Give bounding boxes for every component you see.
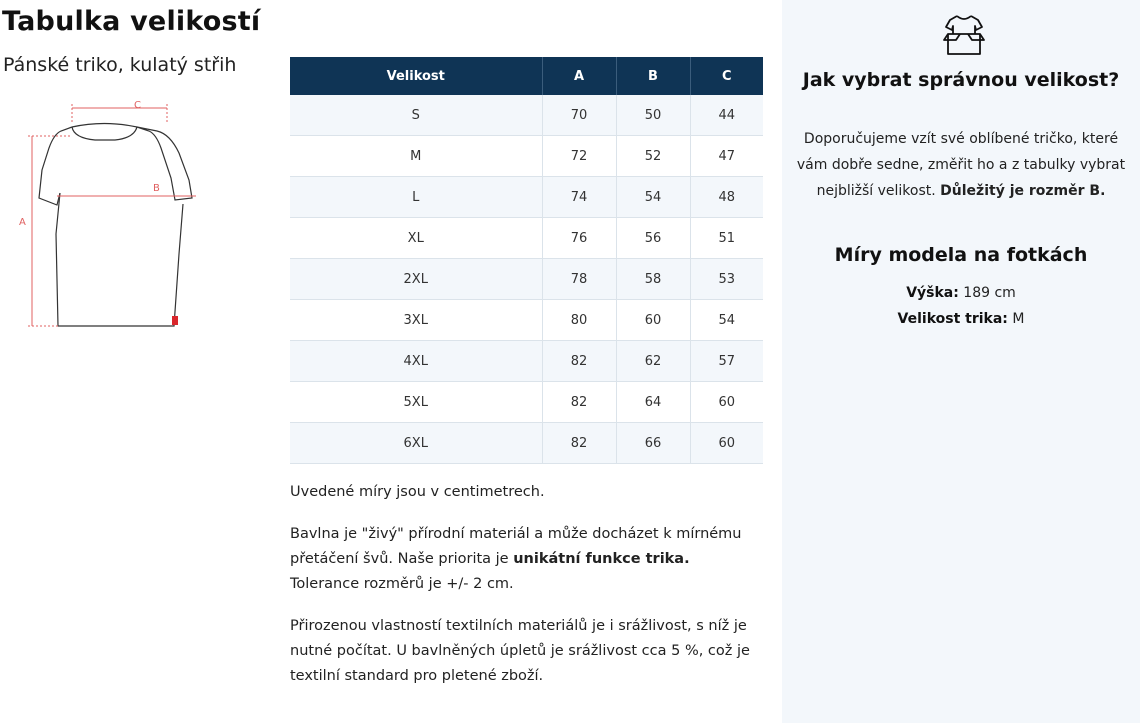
tolerance-note: Tolerance rozměrů je +/- 2 cm. (290, 576, 514, 592)
table-row (290, 177, 763, 218)
size-notes (290, 480, 770, 706)
page-subtitle: Pánské triko, kulatý střih (3, 54, 237, 76)
cell-a: 82 (542, 382, 616, 423)
cell-a: 76 (542, 218, 616, 259)
cotton-note-text: Bavlna je "živý" přírodní materiál a může docházet k mírnému přetáčení švů. Naše priorita je (290, 526, 742, 567)
model-height (782, 285, 1140, 301)
column-header-c: C (690, 57, 763, 95)
column-header-b: B (616, 57, 690, 95)
sidebar-description (796, 126, 1126, 204)
units-note: Uvedené míry jsou v centimetrech. (290, 484, 545, 500)
cell-c: 54 (690, 300, 763, 341)
cotton-note (290, 522, 770, 597)
table-row (290, 259, 763, 300)
size-table (290, 57, 763, 464)
dimension-a-label: A (19, 217, 26, 228)
model-heading: Míry modela na fotkách (834, 244, 1088, 266)
cell-size: 2XL (290, 259, 542, 300)
cell-size: 6XL (290, 423, 542, 464)
table-row (290, 341, 763, 382)
tshirt-outline-icon (39, 124, 192, 327)
cell-b: 54 (616, 177, 690, 218)
cell-a: 80 (542, 300, 616, 341)
dimension-b-label: B (153, 183, 160, 194)
cell-size: S (290, 95, 542, 136)
cell-size: L (290, 177, 542, 218)
dimension-c-label: C (134, 100, 141, 111)
page-title: Tabulka velikostí (2, 6, 261, 37)
cell-a: 74 (542, 177, 616, 218)
table-row (290, 136, 763, 177)
cell-size: 5XL (290, 382, 542, 423)
cell-c: 53 (690, 259, 763, 300)
column-header-size: Velikost (290, 57, 542, 95)
table-row (290, 382, 763, 423)
cell-c: 60 (690, 423, 763, 464)
cell-b: 64 (616, 382, 690, 423)
sidebar-description-text: Doporučujeme vzít své oblíbené tričko, které vám dobře sedne, změřit ho a z tabulky vybrat nejbližší velikost. (796, 131, 1126, 199)
cell-b: 58 (616, 259, 690, 300)
column-header-a: A (542, 57, 616, 95)
cell-c: 60 (690, 382, 763, 423)
model-height-value: 189 cm (963, 285, 1016, 301)
cell-c: 44 (690, 95, 763, 136)
model-shirt-size (782, 311, 1140, 327)
cell-b: 62 (616, 341, 690, 382)
table-header-row (290, 57, 763, 95)
table-row (290, 423, 763, 464)
cell-a: 82 (542, 423, 616, 464)
tshirt-measurement-diagram (14, 94, 214, 334)
cell-b: 56 (616, 218, 690, 259)
cell-size: 3XL (290, 300, 542, 341)
cell-a: 78 (542, 259, 616, 300)
cell-c: 51 (690, 218, 763, 259)
sidebar-description-bold: Důležitý je rozměr B. (940, 183, 1106, 199)
cell-size: 4XL (290, 341, 542, 382)
cell-b: 50 (616, 95, 690, 136)
sizing-help-sidebar (782, 0, 1140, 723)
cell-a: 70 (542, 95, 616, 136)
cell-b: 66 (616, 423, 690, 464)
cotton-note-bold: unikátní funkce trika. (513, 551, 690, 567)
shrink-note: Přirozenou vlastností textilních materiálů je i srážlivost, s níž je nutné počítat. U bavlněných úpletů je srážlivost cca 5 %, což je textilní standard pro pletené zboží. (290, 618, 750, 684)
cell-b: 60 (616, 300, 690, 341)
brand-tag-icon (172, 316, 178, 325)
table-row (290, 218, 763, 259)
model-shirt-size-value: M (1012, 311, 1025, 327)
cell-size: XL (290, 218, 542, 259)
shirt-box-icon (942, 12, 986, 56)
cell-a: 72 (542, 136, 616, 177)
cell-c: 47 (690, 136, 763, 177)
cell-c: 48 (690, 177, 763, 218)
cell-size: M (290, 136, 542, 177)
model-height-label: Výška: (906, 285, 959, 301)
table-row (290, 300, 763, 341)
table-row (290, 95, 763, 136)
cell-a: 82 (542, 341, 616, 382)
model-shirt-size-label: Velikost trika: (897, 311, 1008, 327)
sidebar-heading: Jak vybrat správnou velikost? (802, 69, 1120, 91)
cell-b: 52 (616, 136, 690, 177)
cell-c: 57 (690, 341, 763, 382)
